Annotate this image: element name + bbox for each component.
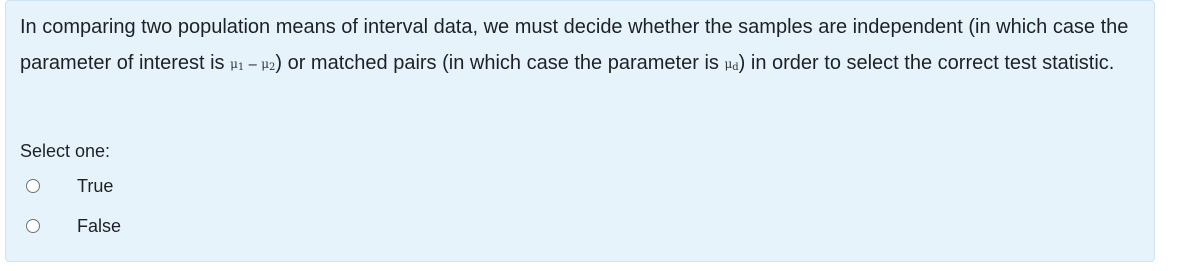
mu2-symbol: $\mu_2$ [261,57,276,73]
option-false-label: False [77,215,122,236]
radio-true[interactable] [26,179,40,193]
option-true[interactable] [26,172,113,200]
option-false[interactable] [26,212,121,240]
radio-false[interactable] [26,219,40,233]
option-true-label: True [77,175,114,196]
select-one-label: Select one: [20,141,111,161]
question-text-part3: ) in order to select the correct test statistic. [738,52,1115,74]
minus-sign: − [247,58,259,73]
question-text [20,9,1140,87]
mud-symbol: $\mu_d$ [724,57,739,73]
question-text-part1: In comparing two population means of interval data, we must decide whether the samples are independent (in which case the parameter of interest is [20,16,1129,74]
question-text-part2: ) or matched pairs (in which case the parameter is [275,52,725,74]
mu1-symbol: $\mu_1$ [230,57,245,73]
question-panel [5,0,1155,262]
